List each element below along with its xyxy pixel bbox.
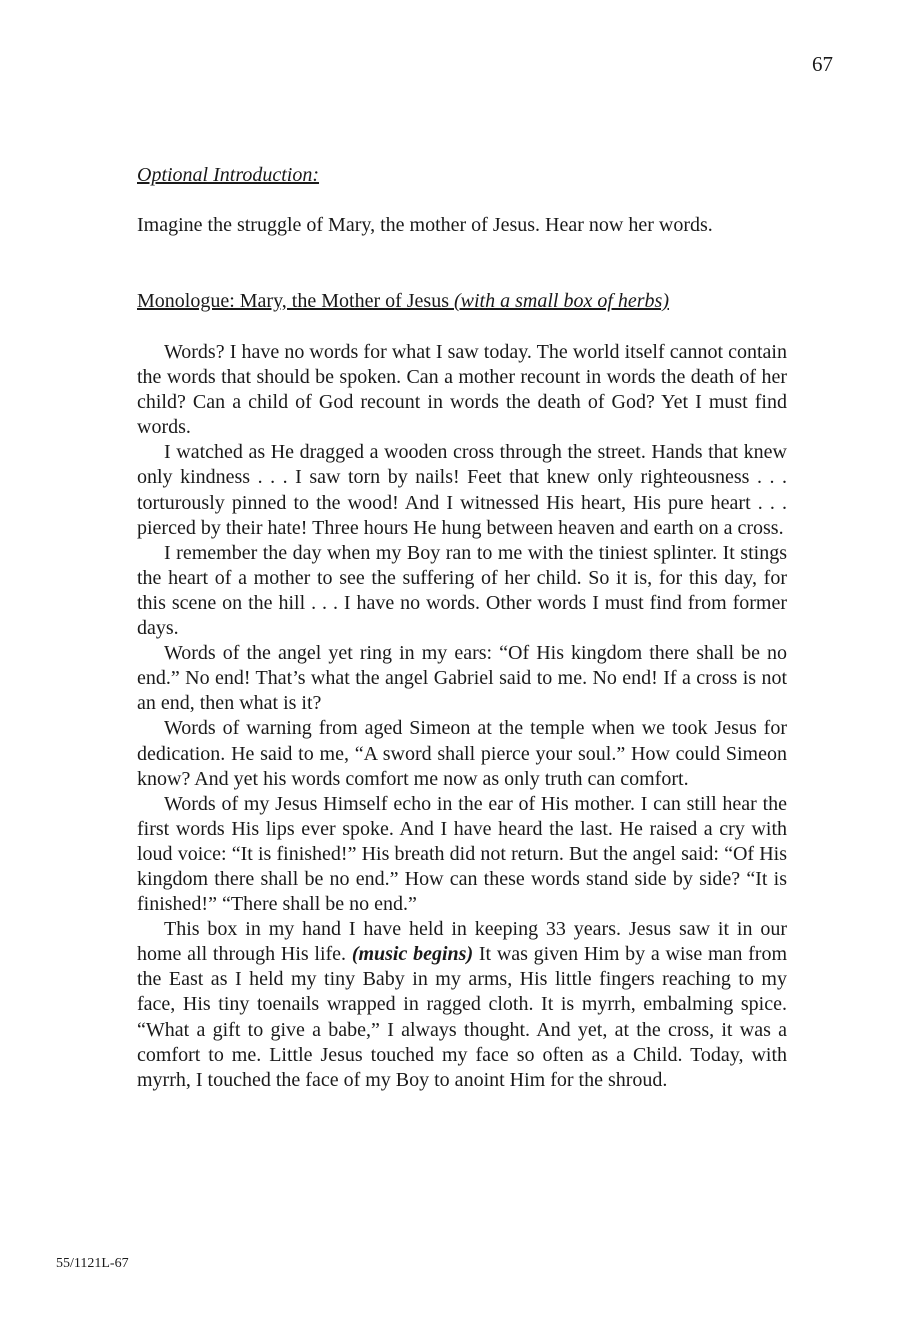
paragraph: I remember the day when my Boy ran to me with the tiniest splinter. It stings the heart of a mother to see the suffering of her child. So it is, for this day, for this scene on the hill . . . I have no words. Other words I must find from former days. <box>137 541 787 640</box>
stage-direction: (with a small box of herbs) <box>454 290 669 312</box>
paragraph: Words of my Jesus Himself echo in the ear of His mother. I can still hear the first words His lips ever spoke. And I have heard the last. He raised a cry with loud voice: “It is finished!” His breath did not return. But the angel said: “Of His kingdom there shall be no end.” How can these words stand side by side? “It is finished!” “There shall be no end.” <box>137 792 787 916</box>
intro-text: Imagine the struggle of Mary, the mother of Jesus. Hear now her words. <box>137 214 713 236</box>
text-before-cue: This box in my hand I have held in keeping 33 years. Jesus saw it in our home all through His life. <box>137 918 787 966</box>
monologue-title: Monologue: Mary, the Mother of Jesus <box>137 290 449 312</box>
paragraph: Words of the angel yet ring in my ears: “Of His kingdom there shall be no end.” No end! That’s what the angel Gabriel said to me. No end! If a cross is not an end, then what is it? <box>137 642 787 715</box>
page-number: 67 <box>812 52 833 76</box>
text-after-cue: It was given Him by a wise man from the East as I held my tiny Baby in my arms, His little fingers reaching to my face, His tiny toenails wrapped in ragged cloth. It is myrrh, embalming spice. “What a gift to give a babe,” I always thought. And yet, at the cross, it was a comfort to me. Little Jesus touched my face so often as a Child. Today, with myrrh, I touched the face of my Boy to anoint Him for the shroud. <box>137 943 787 1091</box>
paragraph: Words? I have no words for what I saw today. The world itself cannot contain the words that should be spoken. Can a mother recount in words the death of her child? Can a child of God recount in words the death of God? Yet I must find words. <box>137 341 787 439</box>
intro-heading: Optional Introduction: <box>137 164 320 186</box>
monologue-heading <box>137 290 669 313</box>
paragraph: I watched as He dragged a wooden cross through the street. Hands that knew only kindness . . . I saw torn by nails! Feet that knew only righteousness . . . torturously pinned to the wood! And I witnessed His heart, His pure heart . . . pierced by their hate! Three hours He hung between heaven and earth on a cross. <box>137 441 787 539</box>
music-cue: (music begins) <box>351 943 474 966</box>
footer-code: 55/1121L-67 <box>56 1256 129 1271</box>
paragraph-last <box>137 917 787 1093</box>
monologue-body <box>137 340 787 1093</box>
paragraph: Words of warning from aged Simeon at the temple when we took Jesus for dedication. He said to me, “A sword shall pierce your soul.” How could Simeon know? And yet his words comfort me now as only truth can comfort. <box>137 717 787 790</box>
